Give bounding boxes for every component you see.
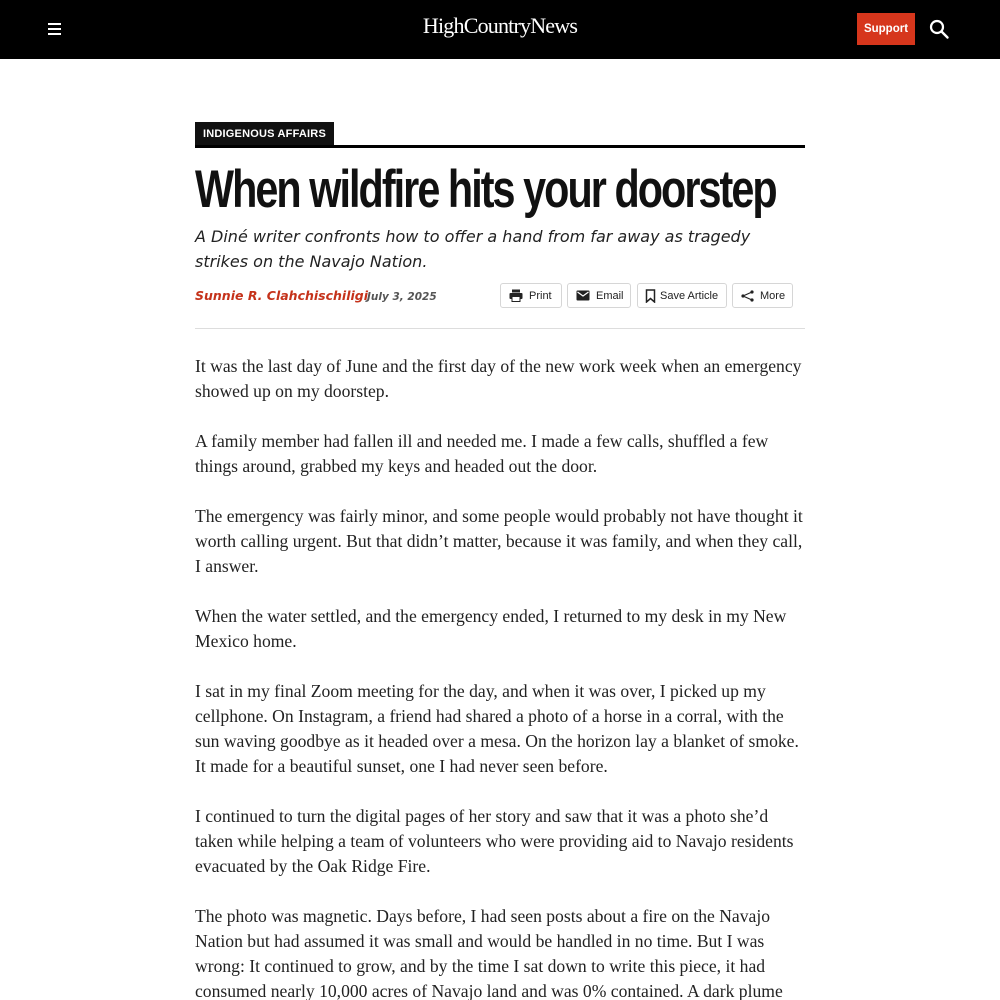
byline-divider <box>195 328 805 329</box>
email-icon <box>576 290 590 301</box>
save-article-button[interactable] <box>637 283 727 308</box>
body-paragraph: I sat in my final Zoom meeting for the day, and when it was over, I picked up my cellphone. On Instagram, a friend had shared a photo of a horse in a corral, with the sun waving goodbye as it headed over a mesa. On the horizon lay a blanket of smoke. It made for a beautiful sunset, one I had never seen before. <box>195 681 799 776</box>
share-icon <box>741 290 754 302</box>
body-paragraph: The photo was magnetic. Days before, I had seen posts about a fire on the Navajo Nation but had assumed it was small and would be handled in no time. But I was wrong: It continued to grow, and by the time I sat down to write this piece, it had consumed nearly 10,000 acres of Navajo land and was 0% contained. A dark plume <box>195 906 783 1000</box>
bookmark-icon <box>645 289 656 303</box>
print-icon <box>509 289 523 302</box>
article-body <box>195 354 807 1000</box>
more-button[interactable] <box>732 283 793 308</box>
support-button[interactable]: Support <box>857 13 915 45</box>
author-link[interactable]: Sunnie R. Clahchischiligi <box>195 288 368 303</box>
category-rule <box>195 122 805 148</box>
print-label: Print <box>529 289 552 302</box>
search-icon[interactable] <box>928 18 950 40</box>
publish-date: July 3, 2025 <box>367 291 437 303</box>
body-paragraph: I continued to turn the digital pages of her story and saw that it was a photo she’d taken while helping a team of volunteers who were providing aid to Navajo residents evacuated by the Oak Ridge Fire. <box>195 806 794 876</box>
print-button[interactable] <box>500 283 562 308</box>
article-dek: A Diné writer confronts how to offer a hand from far away as tragedy strikes on the Navajo Nation. <box>195 227 751 271</box>
body-paragraph: When the water settled, and the emergency ended, I returned to my desk in my New Mexico home. <box>195 606 787 651</box>
site-logo[interactable]: HighCountryNews <box>422 13 578 38</box>
article-title: When wildfire hits your doorstep <box>195 160 776 219</box>
more-label: More <box>760 289 786 302</box>
body-paragraph: The emergency was fairly minor, and some people would probably not have thought it worth calling urgent. But that didn’t matter, because it was family, and when they call, I answer. <box>195 506 803 576</box>
category-tag[interactable]: INDIGENOUS AFFAIRS <box>195 122 334 145</box>
site-header <box>0 0 1000 59</box>
save-article-label: Save Article <box>660 289 719 302</box>
body-paragraph: A family member had fallen ill and needed me. I made a few calls, shuffled a few things around, grabbed my keys and headed out the door. <box>195 431 769 476</box>
body-paragraph: It was the last day of June and the first day of the new work week when an emergency showed up on my doorstep. <box>195 356 802 401</box>
email-button[interactable] <box>567 283 631 308</box>
email-label: Email <box>596 289 624 302</box>
